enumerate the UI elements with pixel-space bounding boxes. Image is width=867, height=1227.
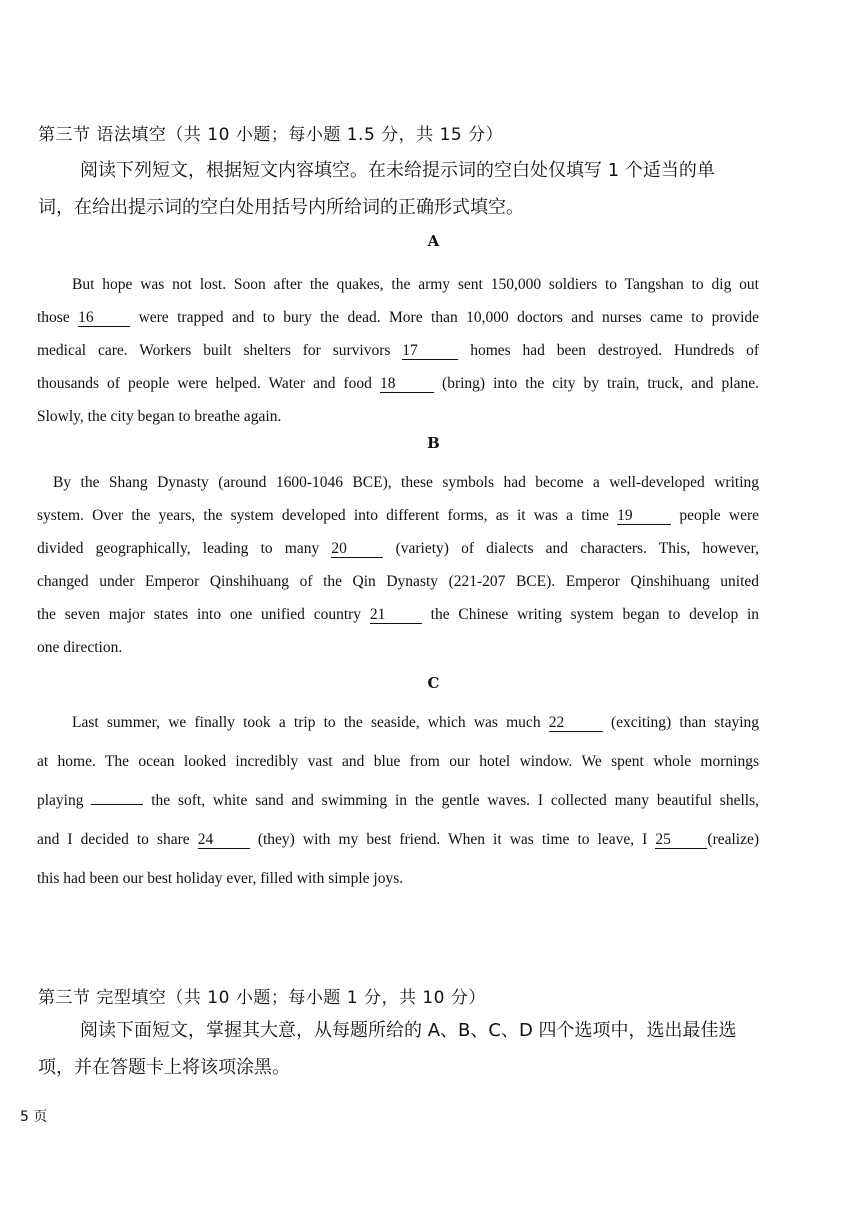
passage-line (37, 301, 759, 334)
passage-line: By the Shang Dynasty (around 1600-1046 BCE), these symbols had become a well-developed writing (53, 474, 759, 491)
passage-line (37, 820, 759, 859)
blank-22: 22 (549, 714, 603, 732)
text-run: (variety) of dialects and characters. This, however, (395, 540, 760, 557)
instruction-line: 阅读下列短文，根据短文内容填空。在未给提示词的空白处仅填写 1 个适当的单 (80, 160, 715, 181)
passage-c (37, 703, 759, 898)
text-run: system. Over the years, the system developed into different forms, as it was a time (37, 507, 609, 524)
text-run: the soft, white sand and swimming in the gentle waves. I collected many beautiful shells, (151, 792, 759, 809)
instruction-line: 阅读下面短文，掌握其大意，从每题所给的 A、B、C、D 四个选项中，选出最佳选 (80, 1020, 737, 1041)
blank-19: 19 (617, 507, 671, 525)
text-run: Last summer, we finally took a trip to the seaside, which was much (72, 714, 541, 731)
passage-a (37, 268, 759, 433)
text-run: divided geographically, leading to many (37, 540, 320, 557)
page-number: 5 页 (20, 1109, 48, 1125)
section-title-cloze: 第三节 完型填空（共 10 小题；每小题 1 分，共 10 分） (38, 988, 486, 1008)
blank-17: 17 (402, 342, 458, 360)
text-run: those (37, 309, 70, 326)
blank-21: 21 (370, 606, 422, 624)
blank-23 (91, 804, 143, 805)
text-run: people were (679, 507, 760, 524)
passage-label-c: C (427, 674, 440, 692)
passage-line (37, 532, 759, 565)
blank-16: 16 (78, 309, 130, 327)
text-run: (bring) into the city by train, truck, and plane. (442, 375, 760, 392)
passage-b (37, 466, 759, 664)
text-run: playing (37, 792, 84, 809)
passage-label-a: A (427, 232, 440, 250)
passage-line: But hope was not lost. Soon after the quakes, the army sent 150,000 soldiers to Tangshan to dig out (72, 276, 759, 293)
passage-line: this had been our best holiday ever, filled with simple joys. (37, 870, 404, 887)
instructions-grammar (38, 152, 788, 226)
blank-25: 25 (655, 831, 707, 849)
section-title-grammar: 第三节 语法填空（共 10 小题；每小题 1.5 分，共 15 分） (38, 125, 504, 145)
passage-line (37, 499, 759, 532)
text-run: (they) with my best friend. When it was time to leave, I (257, 831, 648, 848)
passage-label-b: B (427, 434, 440, 452)
text-run: thousands of people were helped. Water and food (37, 375, 372, 392)
passage-line (37, 703, 759, 742)
text-run: were trapped and to bury the dead. More than 10,000 doctors and nurses came to provide (138, 309, 759, 326)
text-run: (realize) (707, 831, 760, 848)
text-run: the Chinese writing system began to develop in (430, 606, 760, 623)
passage-line: one direction. (37, 639, 123, 656)
text-run: homes had been destroyed. Hundreds of (470, 342, 760, 359)
text-run: (exciting) than staying (610, 714, 760, 731)
instruction-line: 词，在给出提示词的空白处用括号内所给词的正确形式填空。 (38, 197, 524, 218)
blank-20: 20 (331, 540, 383, 558)
text-run: medical care. Workers built shelters for survivors (37, 342, 391, 359)
instructions-cloze (38, 1012, 788, 1086)
passage-line (37, 334, 759, 367)
passage-line: changed under Emperor Qinshihuang of the Qin Dynasty (221-207 BCE). Emperor Qinshihuang united (37, 573, 759, 590)
passage-line: Slowly, the city began to breathe again. (37, 408, 282, 425)
passage-line (37, 781, 759, 820)
text-run: and I decided to share (37, 831, 190, 848)
passage-line: at home. The ocean looked incredibly vast and blue from our hotel window. We spent whole mornings (37, 753, 759, 770)
instruction-line: 项，并在答题卡上将该项涂黑。 (38, 1057, 290, 1078)
text-run: the seven major states into one unified country (37, 606, 362, 623)
passage-line (37, 598, 759, 631)
passage-line (37, 367, 759, 400)
blank-24: 24 (198, 831, 250, 849)
blank-18: 18 (380, 375, 434, 393)
